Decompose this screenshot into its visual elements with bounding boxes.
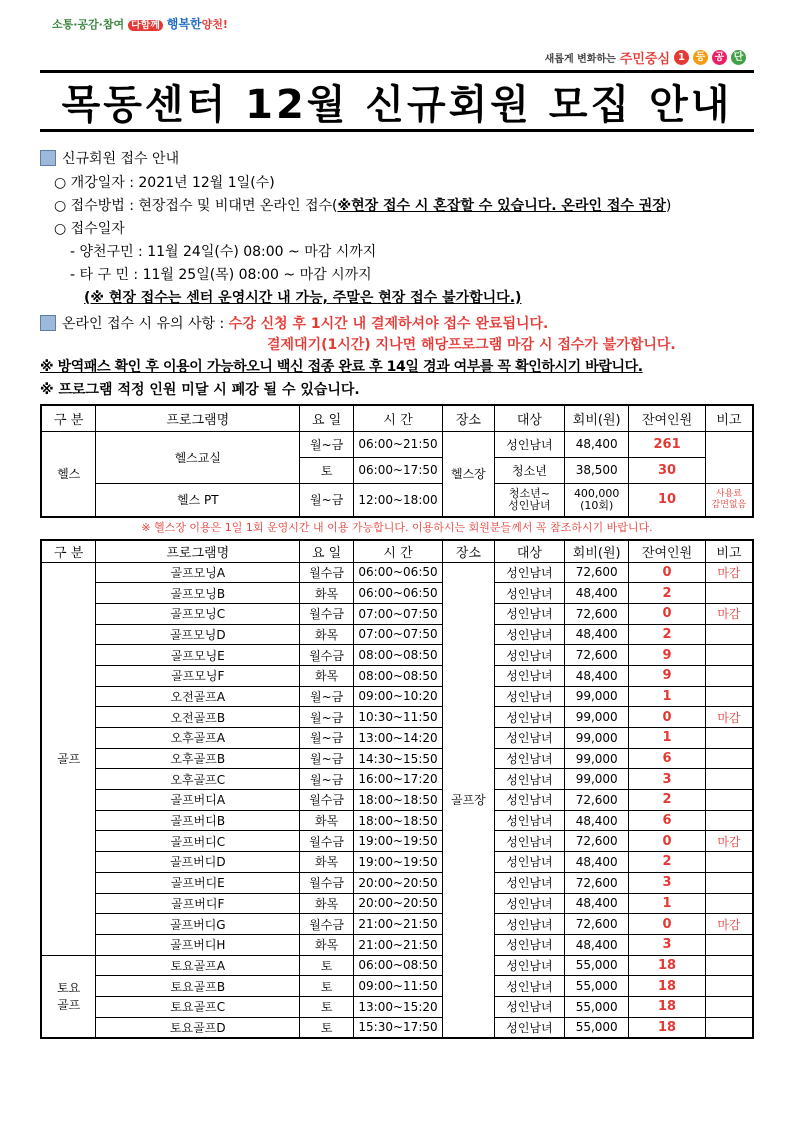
fee-cell: 72,600 bbox=[565, 914, 629, 935]
brand-logo bbox=[545, 48, 746, 67]
remain-cell: 18 bbox=[629, 996, 706, 1017]
program-cell: 오전골프B bbox=[96, 707, 300, 728]
remain-cell: 2 bbox=[629, 624, 706, 645]
slogan-text-a: 소통·공감·참여 bbox=[52, 18, 125, 31]
time-cell: 18:00~18:50 bbox=[354, 790, 443, 811]
caution-2: 결제대기(1시간) 지나면 해당프로그램 마감 시 접수가 불가합니다. bbox=[267, 337, 676, 353]
program-cell: 헬스 PT bbox=[96, 483, 300, 517]
day-cell: 월수금 bbox=[300, 872, 354, 893]
brand-circle-3: 공 bbox=[712, 50, 727, 65]
day-cell: 월~금 bbox=[300, 728, 354, 749]
target-cell: 성인남녀 bbox=[494, 976, 564, 997]
day-cell: 화목 bbox=[300, 665, 354, 686]
program-cell: 골프모닝F bbox=[96, 665, 300, 686]
day-cell: 월수금 bbox=[300, 645, 354, 666]
remain-cell: 18 bbox=[629, 976, 706, 997]
header-cell: 장소 bbox=[443, 540, 495, 562]
note-cell: 마감 bbox=[705, 562, 753, 583]
place-cell: 골프장 bbox=[443, 562, 495, 1038]
slogan-text-c: 행복한 bbox=[166, 17, 202, 31]
table-row bbox=[41, 810, 753, 831]
table-header-row bbox=[41, 405, 753, 431]
note-cell bbox=[705, 645, 753, 666]
time-cell: 12:00~18:00 bbox=[354, 483, 443, 517]
table-row bbox=[41, 562, 753, 583]
fee-cell: 72,600 bbox=[565, 872, 629, 893]
fee-cell: 72,600 bbox=[565, 831, 629, 852]
fee-line-1: 400,000 bbox=[573, 486, 620, 500]
page-title: 목동센터 12월 신규회원 모집 안내 bbox=[61, 81, 733, 128]
fee-cell: 55,000 bbox=[565, 1017, 629, 1038]
target-cell: 성인남녀 bbox=[494, 996, 564, 1017]
note-cell: 마감 bbox=[705, 914, 753, 935]
header-cell: 대상 bbox=[494, 540, 564, 562]
note-cell bbox=[705, 483, 753, 517]
table-row bbox=[41, 976, 753, 997]
onsite-note: (※ 현장 접수는 센터 운영시간 내 가능, 주말은 현장 접수 불가합니다.) bbox=[84, 290, 522, 306]
target-cell: 성인남녀 bbox=[494, 769, 564, 790]
time-cell: 07:00~07:50 bbox=[354, 624, 443, 645]
day-cell: 월~금 bbox=[300, 686, 354, 707]
table-row bbox=[41, 686, 753, 707]
target-cell: 성인남녀 bbox=[494, 810, 564, 831]
time-cell: 06:00~08:50 bbox=[354, 955, 443, 976]
table-row bbox=[41, 996, 753, 1017]
time-cell: 09:00~11:50 bbox=[354, 976, 443, 997]
target-cell: 성인남녀 bbox=[494, 645, 564, 666]
day-cell: 토 bbox=[300, 976, 354, 997]
table-row bbox=[41, 790, 753, 811]
time-cell: 06:00~06:50 bbox=[354, 562, 443, 583]
table-row bbox=[41, 624, 753, 645]
fee-cell: 38,500 bbox=[565, 457, 629, 483]
time-cell: 08:00~08:50 bbox=[354, 665, 443, 686]
fee-cell: 99,000 bbox=[565, 707, 629, 728]
day-cell: 월수금 bbox=[300, 831, 354, 852]
target-cell: 성인남녀 bbox=[494, 603, 564, 624]
target-cell: 성인남녀 bbox=[494, 748, 564, 769]
program-cell: 토요골프A bbox=[96, 955, 300, 976]
day-cell: 화목 bbox=[300, 624, 354, 645]
header-cell: 시 간 bbox=[354, 540, 443, 562]
note-cell bbox=[705, 790, 753, 811]
target-cell: 성인남녀 bbox=[494, 562, 564, 583]
program-cell: 골프버디C bbox=[96, 831, 300, 852]
note-cell bbox=[705, 665, 753, 686]
brand-name: 주민중심 bbox=[619, 52, 670, 67]
category-line-2: 골프 bbox=[57, 998, 81, 1013]
target-cell bbox=[494, 483, 564, 517]
note-line-2: 감면없음 bbox=[711, 499, 747, 510]
program-cell: 오후골프A bbox=[96, 728, 300, 749]
date-resident: - 양천구민 : 11월 24일(수) 08:00 ~ 마감 시까지 bbox=[70, 244, 377, 260]
place-cell: 헬스장 bbox=[443, 431, 495, 517]
slogan-badge: 다함께 bbox=[128, 20, 163, 31]
remain-cell: 0 bbox=[629, 831, 706, 852]
remain-cell: 3 bbox=[629, 872, 706, 893]
fee-cell bbox=[565, 483, 629, 517]
category-cell bbox=[41, 955, 96, 1038]
fee-cell: 48,400 bbox=[565, 852, 629, 873]
time-cell: 20:00~20:50 bbox=[354, 872, 443, 893]
day-cell: 월~금 bbox=[300, 431, 354, 457]
remain-cell: 2 bbox=[629, 790, 706, 811]
time-cell: 21:00~21:50 bbox=[354, 914, 443, 935]
note-cell bbox=[705, 934, 753, 955]
program-cell: 골프모닝C bbox=[96, 603, 300, 624]
day-cell: 토 bbox=[300, 955, 354, 976]
remain-cell: 10 bbox=[629, 483, 706, 517]
header-cell: 구 분 bbox=[41, 405, 96, 431]
header-cell: 프로그램명 bbox=[96, 405, 300, 431]
table-row bbox=[41, 748, 753, 769]
table-row bbox=[41, 665, 753, 686]
notice-1: ※ 방역패스 확인 후 이용이 가능하오니 백신 접종 완료 후 14일 경과 여부를 꼭 확인하시기 바랍니다. bbox=[40, 359, 643, 375]
fee-cell: 99,000 bbox=[565, 769, 629, 790]
header-cell: 회비(원) bbox=[565, 405, 629, 431]
day-cell: 월수금 bbox=[300, 914, 354, 935]
note-cell bbox=[705, 810, 753, 831]
day-cell: 화목 bbox=[300, 583, 354, 604]
target-cell: 성인남녀 bbox=[494, 1017, 564, 1038]
fee-cell: 48,400 bbox=[565, 624, 629, 645]
note-cell bbox=[705, 431, 753, 483]
remain-cell: 0 bbox=[629, 562, 706, 583]
brand-prefix: 새롭게 변화하는 bbox=[544, 54, 616, 65]
time-cell: 06:00~21:50 bbox=[354, 431, 443, 457]
method-note: ※현장 접수 시 혼잡할 수 있습니다. 온라인 접수 권장 bbox=[337, 198, 666, 214]
slogan-text-d: 양천! bbox=[201, 18, 228, 31]
method-line bbox=[54, 195, 671, 215]
remain-cell: 30 bbox=[629, 457, 706, 483]
category-cell: 헬스 bbox=[41, 431, 96, 517]
day-cell: 토 bbox=[300, 457, 354, 483]
time-cell: 08:00~08:50 bbox=[354, 645, 443, 666]
time-cell: 16:00~17:20 bbox=[354, 769, 443, 790]
day-cell: 월~금 bbox=[300, 483, 354, 517]
time-cell: 10:30~11:50 bbox=[354, 707, 443, 728]
program-cell: 토요골프C bbox=[96, 996, 300, 1017]
category-cell: 골프 bbox=[41, 562, 96, 955]
program-cell: 골프버디H bbox=[96, 934, 300, 955]
time-cell: 06:00~06:50 bbox=[354, 583, 443, 604]
header-cell: 잔여인원 bbox=[629, 405, 706, 431]
note-cell bbox=[705, 769, 753, 790]
target-cell: 성인남녀 bbox=[494, 852, 564, 873]
table-row bbox=[41, 728, 753, 749]
program-cell: 토요골프D bbox=[96, 1017, 300, 1038]
time-cell: 07:00~07:50 bbox=[354, 603, 443, 624]
square-bullet-icon bbox=[40, 315, 56, 331]
target-cell: 성인남녀 bbox=[494, 431, 564, 457]
day-cell: 월수금 bbox=[300, 790, 354, 811]
note-cell bbox=[705, 728, 753, 749]
header-cell: 비고 bbox=[705, 405, 753, 431]
program-cell: 골프버디F bbox=[96, 893, 300, 914]
fee-cell: 99,000 bbox=[565, 686, 629, 707]
time-cell: 14:30~15:50 bbox=[354, 748, 443, 769]
day-cell: 화목 bbox=[300, 893, 354, 914]
note-cell bbox=[705, 996, 753, 1017]
day-cell: 화목 bbox=[300, 934, 354, 955]
header-cell: 요 일 bbox=[300, 405, 354, 431]
header-cell: 장소 bbox=[443, 405, 495, 431]
table-row bbox=[41, 1017, 753, 1038]
brand-circle-2: 등 bbox=[693, 50, 708, 65]
table-row bbox=[41, 645, 753, 666]
target-cell: 성인남녀 bbox=[494, 728, 564, 749]
time-cell: 15:30~17:50 bbox=[354, 1017, 443, 1038]
remain-cell: 1 bbox=[629, 893, 706, 914]
day-cell: 화목 bbox=[300, 810, 354, 831]
time-cell: 21:00~21:50 bbox=[354, 934, 443, 955]
remain-cell: 0 bbox=[629, 707, 706, 728]
remain-cell: 9 bbox=[629, 645, 706, 666]
notice-2: ※ 프로그램 적정 인원 미달 시 폐강 될 수 있습니다. bbox=[40, 382, 360, 398]
time-cell: 20:00~20:50 bbox=[354, 893, 443, 914]
note-line-1: 사용료 bbox=[715, 488, 742, 499]
fee-cell: 72,600 bbox=[565, 790, 629, 811]
program-cell: 오후골프C bbox=[96, 769, 300, 790]
table-row bbox=[41, 483, 753, 517]
note-cell bbox=[705, 955, 753, 976]
table-row bbox=[41, 769, 753, 790]
note-cell bbox=[705, 583, 753, 604]
fee-cell: 48,400 bbox=[565, 810, 629, 831]
target-cell: 성인남녀 bbox=[494, 893, 564, 914]
target-line-2: 성인남녀 bbox=[508, 498, 551, 512]
day-cell: 화목 bbox=[300, 852, 354, 873]
target-cell: 성인남녀 bbox=[494, 707, 564, 728]
section-caution-label: 온라인 접수 시 유의 사항 : bbox=[62, 316, 225, 332]
brand-circle-1: 1 bbox=[674, 50, 689, 65]
fee-cell: 99,000 bbox=[565, 728, 629, 749]
table-row bbox=[41, 707, 753, 728]
table-header-row bbox=[41, 540, 753, 562]
program-cell: 골프버디B bbox=[96, 810, 300, 831]
method-text: ○ 접수방법 : 현장접수 및 비대면 온라인 접수( bbox=[54, 198, 338, 214]
target-cell: 성인남녀 bbox=[494, 665, 564, 686]
target-cell: 성인남녀 bbox=[494, 583, 564, 604]
target-cell: 성인남녀 bbox=[494, 790, 564, 811]
table-row bbox=[41, 955, 753, 976]
fee-cell: 48,400 bbox=[565, 665, 629, 686]
caution-1: 수강 신청 후 1시간 내 결제하셔야 접수 완료됩니다. bbox=[228, 316, 549, 332]
program-cell: 골프버디A bbox=[96, 790, 300, 811]
header-cell: 회비(원) bbox=[565, 540, 629, 562]
target-line-1: 청소년~ bbox=[508, 486, 550, 500]
section-registration-label: 신규회원 접수 안내 bbox=[62, 151, 180, 167]
target-cell: 성인남녀 bbox=[494, 955, 564, 976]
table-row bbox=[41, 583, 753, 604]
target-cell: 성인남녀 bbox=[494, 934, 564, 955]
remain-cell: 6 bbox=[629, 748, 706, 769]
remain-cell: 2 bbox=[629, 852, 706, 873]
note-cell bbox=[705, 872, 753, 893]
note-cell bbox=[705, 624, 753, 645]
time-cell: 09:00~10:20 bbox=[354, 686, 443, 707]
table-row bbox=[41, 914, 753, 935]
table-row bbox=[41, 872, 753, 893]
day-cell: 월~금 bbox=[300, 707, 354, 728]
note-cell bbox=[705, 893, 753, 914]
header-cell: 시 간 bbox=[354, 405, 443, 431]
target-cell: 성인남녀 bbox=[494, 831, 564, 852]
note-cell bbox=[705, 976, 753, 997]
program-cell: 골프버디G bbox=[96, 914, 300, 935]
section-registration bbox=[40, 148, 179, 168]
target-cell: 성인남녀 bbox=[494, 872, 564, 893]
remain-cell: 3 bbox=[629, 769, 706, 790]
program-cell: 골프버디E bbox=[96, 872, 300, 893]
program-cell: 오전골프A bbox=[96, 686, 300, 707]
fee-cell: 48,400 bbox=[565, 431, 629, 457]
time-cell: 13:00~15:20 bbox=[354, 996, 443, 1017]
date-other: - 타 구 민 : 11월 25일(목) 08:00 ~ 마감 시까지 bbox=[70, 267, 372, 283]
day-cell: 토 bbox=[300, 996, 354, 1017]
header-cell: 구 분 bbox=[41, 540, 96, 562]
note-cell bbox=[705, 1017, 753, 1038]
fee-cell: 55,000 bbox=[565, 976, 629, 997]
program-cell: 오후골프B bbox=[96, 748, 300, 769]
header-cell: 잔여인원 bbox=[629, 540, 706, 562]
note-cell bbox=[705, 748, 753, 769]
fee-cell: 48,400 bbox=[565, 934, 629, 955]
note-cell bbox=[705, 686, 753, 707]
open-date: ○ 개강일자 : 2021년 12월 1일(수) bbox=[54, 175, 275, 191]
remain-cell: 1 bbox=[629, 728, 706, 749]
remain-cell: 0 bbox=[629, 603, 706, 624]
fee-cell: 99,000 bbox=[565, 748, 629, 769]
header-cell: 대상 bbox=[494, 405, 564, 431]
fee-cell: 72,600 bbox=[565, 645, 629, 666]
fee-cell: 48,400 bbox=[565, 893, 629, 914]
program-cell: 헬스교실 bbox=[96, 431, 300, 483]
remain-cell: 1 bbox=[629, 686, 706, 707]
program-cell: 골프모닝D bbox=[96, 624, 300, 645]
remain-cell: 3 bbox=[629, 934, 706, 955]
program-cell: 토요골프B bbox=[96, 976, 300, 997]
header-cell: 요 일 bbox=[300, 540, 354, 562]
program-cell: 골프모닝A bbox=[96, 562, 300, 583]
table-row bbox=[41, 603, 753, 624]
remain-cell: 6 bbox=[629, 810, 706, 831]
remain-cell: 261 bbox=[629, 431, 706, 457]
program-cell: 골프버디D bbox=[96, 852, 300, 873]
table-row bbox=[41, 893, 753, 914]
target-cell: 성인남녀 bbox=[494, 624, 564, 645]
title-box bbox=[40, 70, 754, 132]
method-close: ) bbox=[665, 198, 672, 214]
day-cell: 월~금 bbox=[300, 769, 354, 790]
health-footnote: ※ 헬스장 이용은 1일 1회 운영시간 내 이용 가능합니다. 이용하시는 회원분들께서 꼭 참조하시기 바랍니다. bbox=[141, 521, 653, 534]
square-bullet-icon bbox=[40, 150, 56, 166]
note-cell: 마감 bbox=[705, 707, 753, 728]
section-caution bbox=[40, 313, 548, 333]
remain-cell: 9 bbox=[629, 665, 706, 686]
remain-cell: 0 bbox=[629, 914, 706, 935]
table-row bbox=[41, 934, 753, 955]
table-row bbox=[41, 852, 753, 873]
program-cell: 골프모닝E bbox=[96, 645, 300, 666]
day-cell: 월수금 bbox=[300, 603, 354, 624]
remain-cell: 18 bbox=[629, 955, 706, 976]
slogan-logo bbox=[52, 15, 228, 32]
note-cell: 마감 bbox=[705, 831, 753, 852]
fee-cell: 72,600 bbox=[565, 603, 629, 624]
day-cell: 토 bbox=[300, 1017, 354, 1038]
remain-cell: 2 bbox=[629, 583, 706, 604]
fee-cell: 72,600 bbox=[565, 562, 629, 583]
header-cell: 비고 bbox=[705, 540, 753, 562]
header-cell: 프로그램명 bbox=[96, 540, 300, 562]
time-cell: 18:00~18:50 bbox=[354, 810, 443, 831]
note-cell: 마감 bbox=[705, 603, 753, 624]
time-cell: 06:00~17:50 bbox=[354, 457, 443, 483]
time-cell: 19:00~19:50 bbox=[354, 852, 443, 873]
target-cell: 성인남녀 bbox=[494, 686, 564, 707]
brand-circle-4: 단 bbox=[731, 50, 746, 65]
fee-cell: 48,400 bbox=[565, 583, 629, 604]
time-cell: 13:00~14:20 bbox=[354, 728, 443, 749]
table-row bbox=[41, 431, 753, 457]
time-cell: 19:00~19:50 bbox=[354, 831, 443, 852]
day-cell: 월~금 bbox=[300, 748, 354, 769]
health-table bbox=[40, 404, 754, 518]
table-row bbox=[41, 831, 753, 852]
fee-line-2: (10회) bbox=[580, 498, 614, 512]
remain-cell: 18 bbox=[629, 1017, 706, 1038]
target-cell: 청소년 bbox=[494, 457, 564, 483]
target-cell: 성인남녀 bbox=[494, 914, 564, 935]
fee-cell: 55,000 bbox=[565, 996, 629, 1017]
dates-title: ○ 접수일자 bbox=[54, 221, 125, 237]
note-cell bbox=[705, 852, 753, 873]
day-cell: 월수금 bbox=[300, 562, 354, 583]
fee-cell: 55,000 bbox=[565, 955, 629, 976]
program-cell: 골프모닝B bbox=[96, 583, 300, 604]
golf-table bbox=[40, 539, 754, 1039]
category-line-1: 토요 bbox=[57, 981, 81, 996]
